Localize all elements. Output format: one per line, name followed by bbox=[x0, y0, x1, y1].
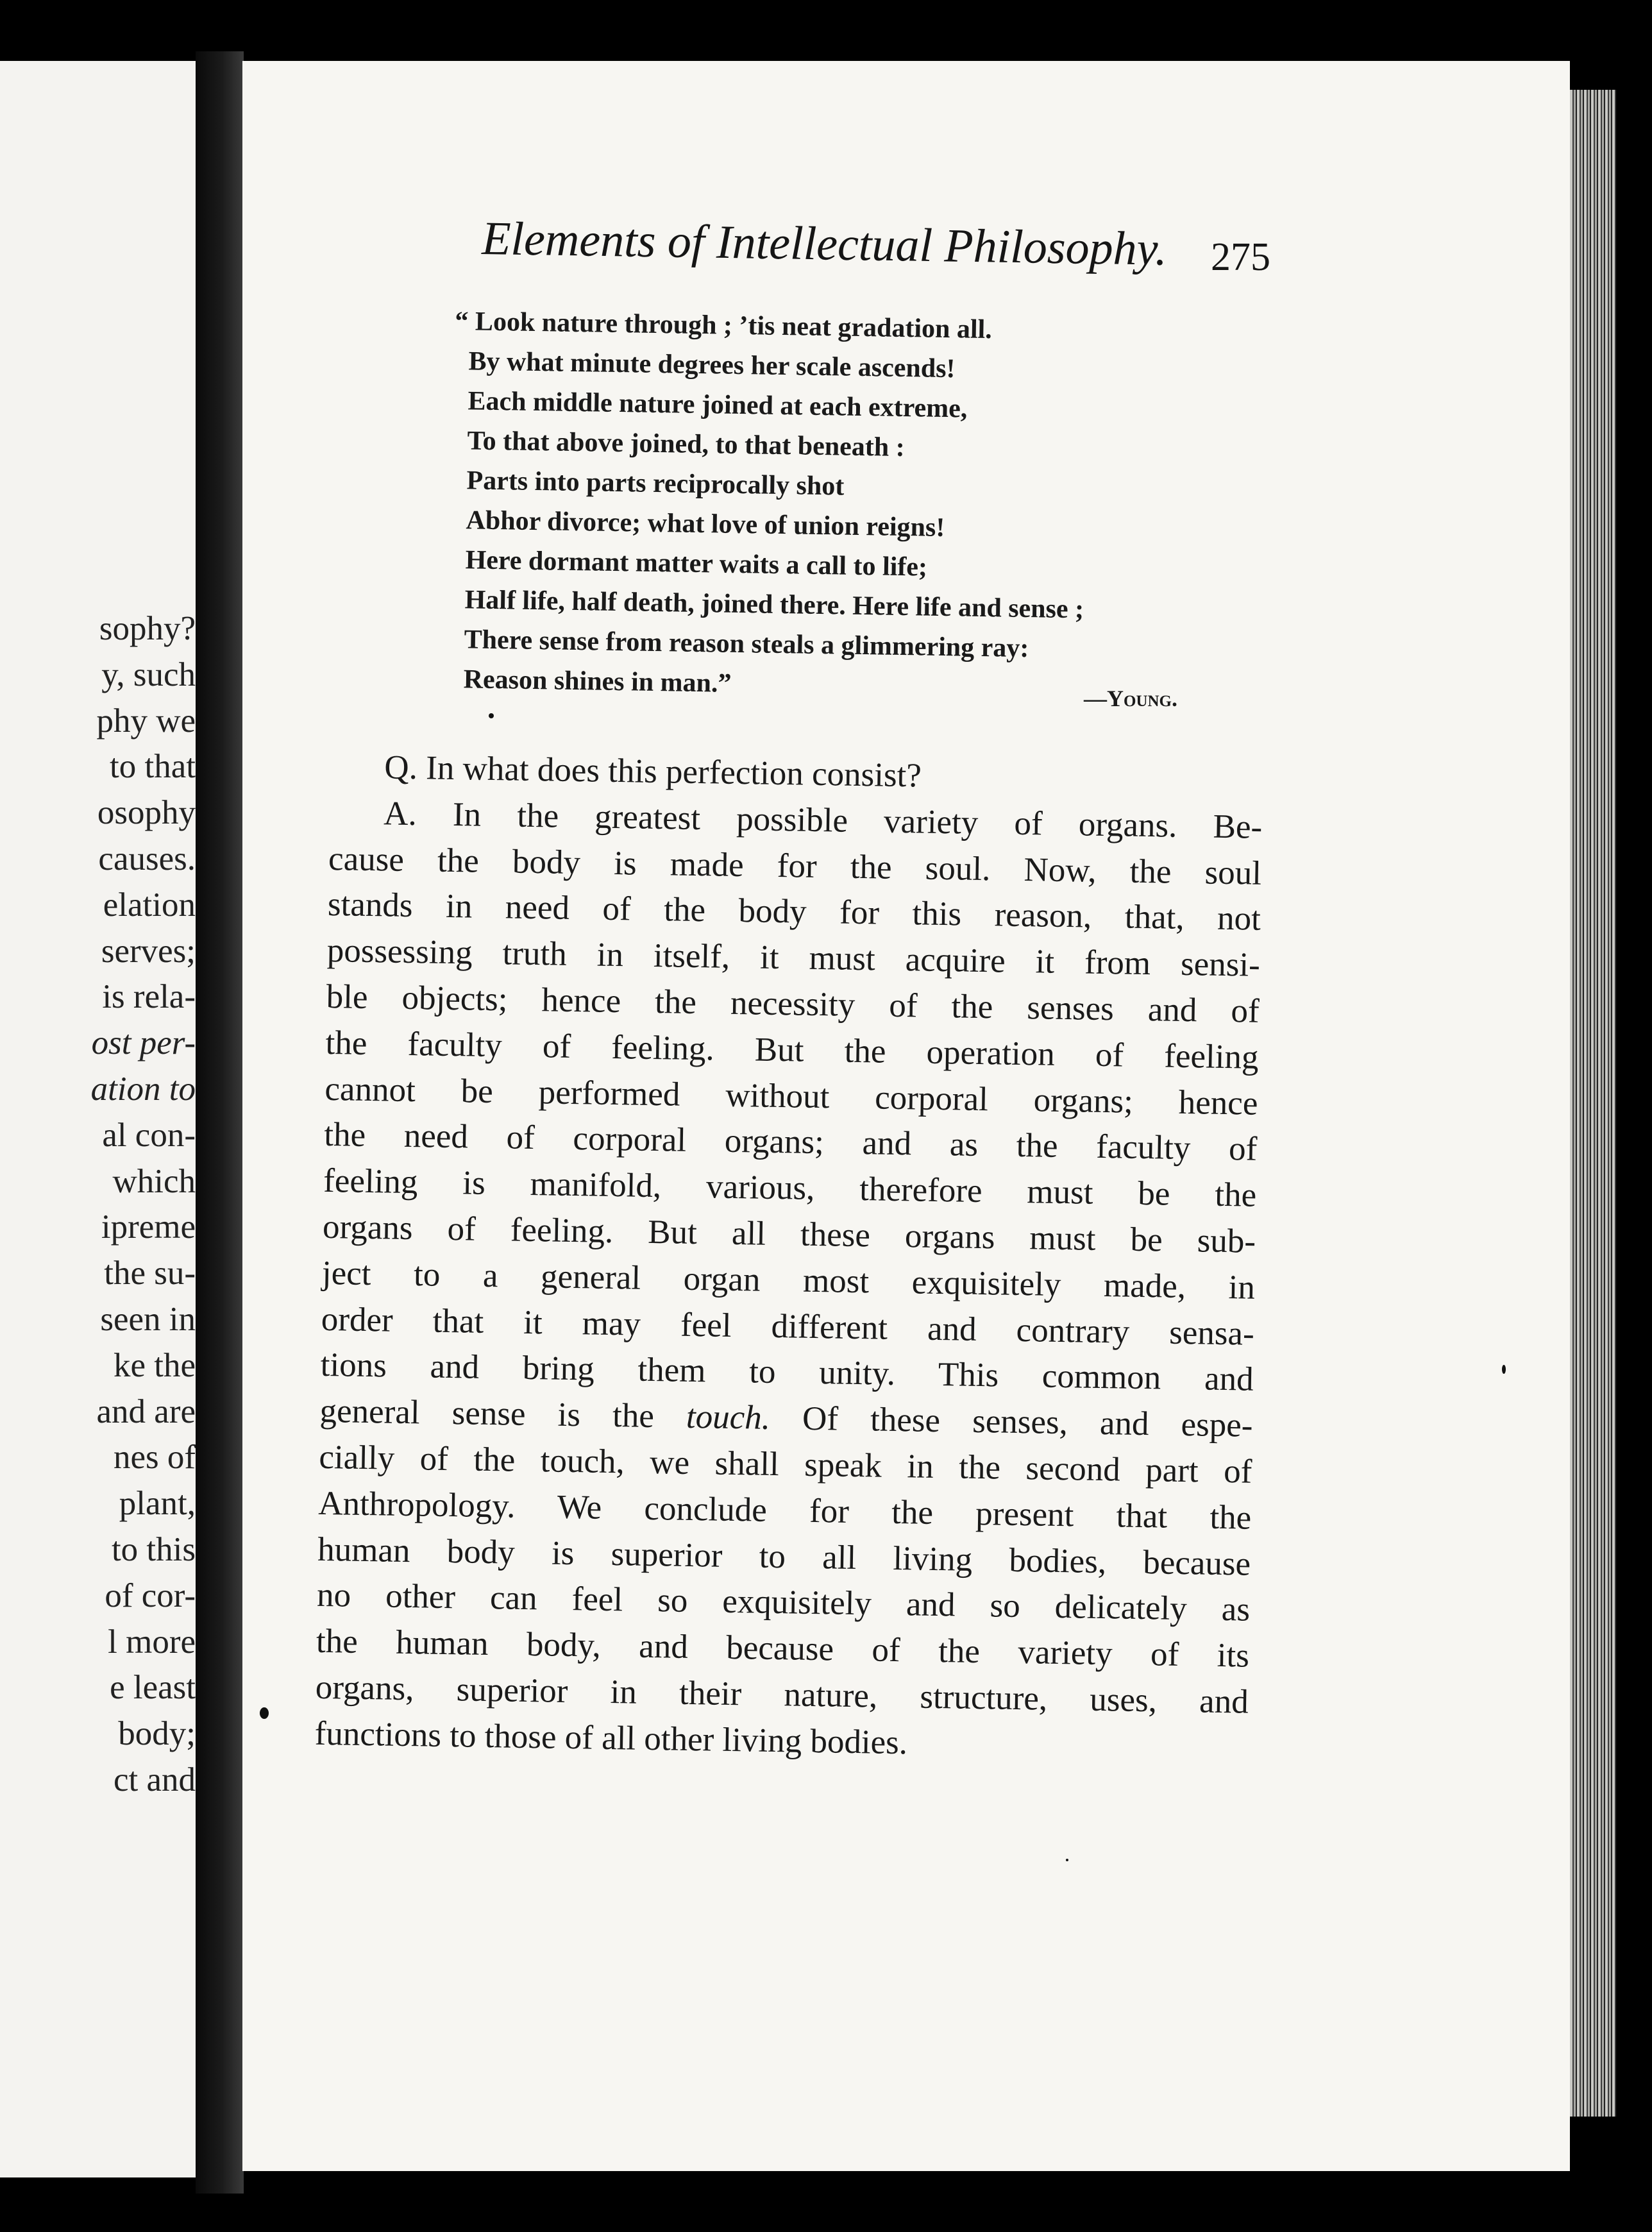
left-page-line: the su- bbox=[104, 1255, 196, 1292]
answer-line: cannot be performed without corporal organs; hence bbox=[324, 1070, 1258, 1122]
left-page-line: ation to bbox=[90, 1070, 196, 1108]
italic-term: touch. bbox=[686, 1398, 771, 1437]
answer-line: the need of corporal organs; and as the faculty of bbox=[323, 1116, 1258, 1169]
left-page-line: ipreme bbox=[101, 1208, 196, 1246]
left-page-line: to that bbox=[110, 748, 196, 786]
body-text bbox=[314, 744, 1263, 1771]
page-edges bbox=[1570, 90, 1616, 2117]
poem-line: Abhor divorce; what love of union reigns! bbox=[466, 505, 945, 543]
poem-line: Half life, half death, joined there. Here life and sense ; bbox=[464, 585, 1084, 625]
left-page-line: al con- bbox=[102, 1116, 196, 1154]
running-header: Elements of Intellectual Philosophy. bbox=[481, 212, 1168, 276]
ink-speck bbox=[260, 1707, 269, 1719]
poem-attribution: —Young. bbox=[1084, 686, 1177, 711]
left-page-line: causes. bbox=[98, 840, 196, 877]
left-page-line: ost per- bbox=[91, 1024, 196, 1062]
left-page-line: to this bbox=[111, 1531, 196, 1568]
left-page-line: ke the bbox=[113, 1346, 196, 1384]
left-page-line: y, such bbox=[101, 655, 196, 693]
left-page-line: e least bbox=[110, 1669, 196, 1707]
left-page-line: osophy bbox=[97, 794, 196, 832]
poem-quotation bbox=[449, 301, 1257, 712]
poem-line: To that above joined, to that beneath : bbox=[467, 426, 906, 463]
left-page bbox=[0, 61, 196, 2177]
answer-line: organs, superior in their nature, structure, uses, and bbox=[315, 1668, 1249, 1721]
left-page-line: is rela- bbox=[102, 978, 196, 1016]
ink-speck bbox=[1066, 1859, 1068, 1861]
poem-line: Each middle nature joined at each extreme, bbox=[468, 386, 968, 424]
answer-line: functions to those of all other living bodies. bbox=[314, 1714, 908, 1762]
answer-line: cause the body is made for the soul. Now, the soul bbox=[328, 840, 1262, 892]
answer-line: possessing truth in itself, it must acquire it from sensi- bbox=[326, 932, 1261, 984]
left-page-line: sophy? bbox=[99, 610, 196, 647]
ink-speck bbox=[1502, 1365, 1506, 1374]
answer-line: Anthropology. We conclude for the present that the bbox=[317, 1484, 1252, 1537]
answer-line: order that it may feel different and contrary sensa- bbox=[321, 1300, 1255, 1353]
left-page-line: and are bbox=[96, 1392, 196, 1430]
left-page-line: which bbox=[112, 1162, 196, 1200]
answer-line: no other can feel so exquisitely and so delicately as bbox=[316, 1577, 1251, 1629]
answer-line: stands in need of the body for this reason, that, not bbox=[327, 886, 1261, 938]
answer-line: the faculty of feeling. But the operation of feeling bbox=[325, 1024, 1259, 1076]
answer-line-text: general sense is the bbox=[319, 1392, 687, 1435]
answer-line: cially of the touch, we shall speak in the second part of bbox=[319, 1438, 1252, 1491]
left-page-line: body; bbox=[118, 1715, 196, 1753]
left-page-line: serves; bbox=[101, 932, 196, 970]
answer-line: human body is superior to all living bodies, because bbox=[317, 1530, 1251, 1583]
answer-line: A. In the greatest possible variety of organs. Be- bbox=[383, 795, 1263, 846]
left-page-line: elation bbox=[103, 886, 196, 924]
answer-line: tions and bring them to unity. This common and bbox=[320, 1346, 1254, 1399]
left-page-line: seen in bbox=[100, 1301, 196, 1338]
poem-line: By what minute degrees her scale ascends! bbox=[468, 346, 956, 384]
left-page-line: l more bbox=[108, 1623, 196, 1661]
left-page-line: nes of bbox=[113, 1439, 196, 1476]
answer-line: feeling is manifold, various, therefore must be the bbox=[323, 1162, 1257, 1214]
answer-line: ject to a general organ most exquisitely made, in bbox=[321, 1254, 1256, 1306]
answer-line-text: Of these senses, and espe- bbox=[770, 1399, 1253, 1444]
poem-line: There sense from reason steals a glimmering ray: bbox=[464, 625, 1029, 664]
left-page-line: ct and bbox=[113, 1761, 196, 1798]
left-page-line: phy we bbox=[96, 702, 196, 740]
left-page-line: of cor- bbox=[105, 1577, 196, 1614]
poem-line: Parts into parts reciprocally shot bbox=[466, 466, 845, 502]
poem-line: “ Look nature through ; ’tis neat gradation all. bbox=[455, 306, 993, 345]
page-number: 275 bbox=[1211, 235, 1270, 279]
answer-line: organs of feeling. But all these organs must be sub- bbox=[322, 1208, 1256, 1260]
answer-line: ble objects; hence the necessity of the senses and of bbox=[326, 977, 1260, 1030]
left-page-line: plant, bbox=[119, 1485, 196, 1523]
poem-line: Reason shines in man.” bbox=[463, 664, 732, 698]
answer-line: the human body, and because of the variety of its bbox=[316, 1622, 1250, 1675]
question-line: Q. In what does this perfection consist? bbox=[384, 748, 922, 795]
poem-line: Here dormant matter waits a call to life; bbox=[465, 545, 928, 582]
ink-speck bbox=[489, 713, 494, 718]
book-gutter bbox=[196, 51, 244, 2194]
